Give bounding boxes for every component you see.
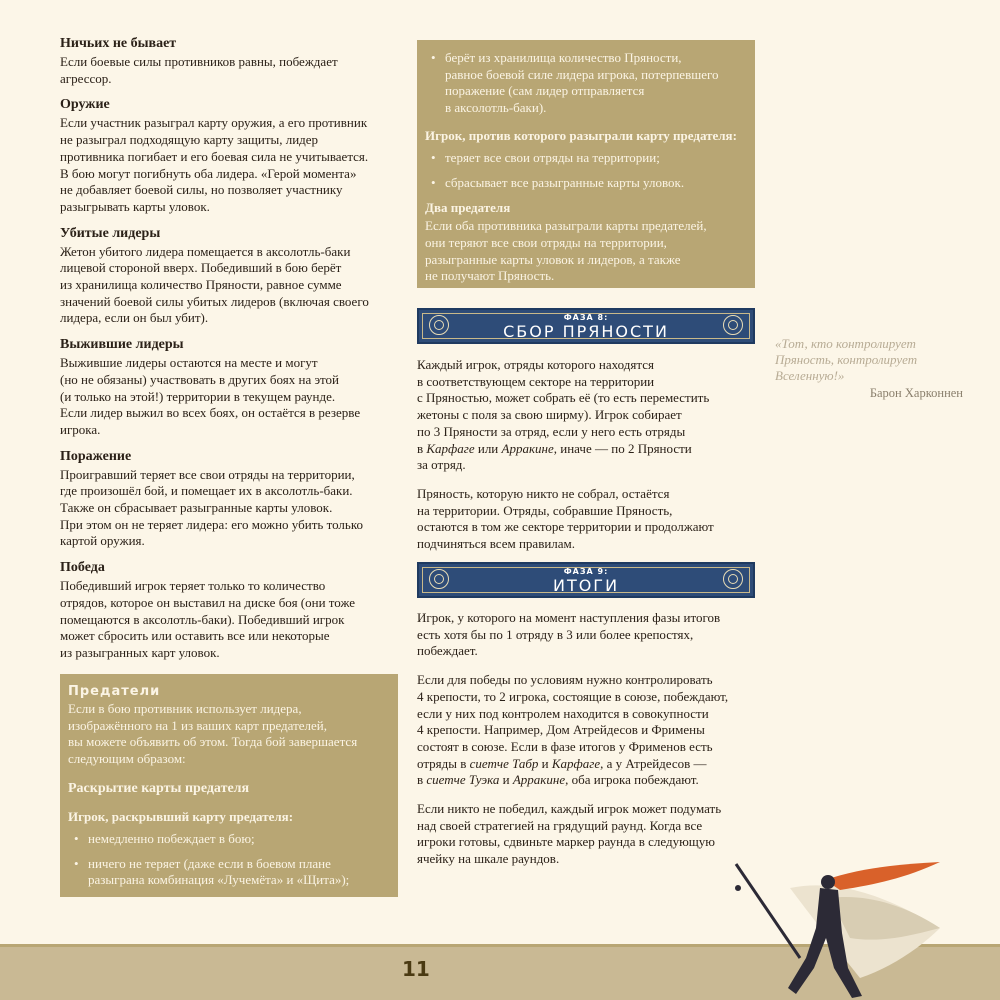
phase-name: ИТОГИ <box>552 576 620 595</box>
section-text: Если участник разыграл карту оружия, а его противник не разыграл подходящую карту защиты, лидер противника погибает и его боевая сила не учитывается. В бою могут погибнуть оба лидера. «Герой момента» не добавляет боевой силы, но позволяет участнику разыгрывать карты уловок. <box>60 115 369 214</box>
section-title: Выжившие лидеры <box>60 337 184 353</box>
phase-number: ФАЗА 9: <box>563 567 609 576</box>
phase9-paragraph: Если никто не победил, каждый игрок может подумать над своей стратегией на грядущий раунд. Когда все игроки готовы, сдвиньте маркер раунда в следующую ячейку на шкале раундов. <box>417 801 722 867</box>
revealer-bullet: • берёт из хранилища количество Пряности, равное боевой силе лидера игрока, потерпевшего поражение (сам лидер отправляется в аксолотль-баки). <box>425 50 743 117</box>
section-killed-leaders <box>60 226 398 328</box>
phase9-paragraph: Если для победы по условиям нужно контролировать 4 крепости, то 2 игрока, состоящие в союзе, побеждают, если у них под контролем находится в совокупности 4 крепости. Например, Дом Атрейдесов и Фримены состоят в союзе. Если в фазе итогов у Фрименов есть отряды в сиетче Табр и Карфаге, а у Атрейдесов — в сиетче Туэка и Арракине, оба игрока побеждают. <box>417 672 729 788</box>
section-surviving-leaders <box>60 337 398 439</box>
revealer-bullet: • немедленно побеждает в бою; <box>68 831 386 848</box>
traitors-box <box>60 674 398 897</box>
side-quote <box>775 336 975 401</box>
left-column <box>60 36 398 672</box>
phase-name: СБОР ПРЯНОСТИ <box>503 322 669 341</box>
section-title: Победа <box>60 560 105 576</box>
phase9-text <box>417 610 755 880</box>
phase9-paragraph: Игрок, у которого на момент наступления фазы итогов есть хотя бы по 1 отряду в 3 или более крепостях, побеждает. <box>417 610 721 659</box>
section-text: Если боевые силы противников равны, побеждает агрессор. <box>60 54 338 86</box>
section-title: Поражение <box>60 448 132 464</box>
traitors-intro: Если в бою противник использует лидера, изображённого на 1 из ваших карт предателей, вы можете объявить об этом. Тогда бой завершается следующим образом: <box>68 701 358 767</box>
phase8-paragraph: Пряность, которую никто не собрал, остаётся на территории. Отряды, собравшие Пряность, остаются в том же секторе территории и продолжают подчиняться всем правилам. <box>417 485 714 552</box>
section-text: Выжившие лидеры остаются на месте и могут (но не обязаны) участвовать в других боях на этой (и только на этой!) территории в текущем раунде. Если лидер выжил во всех боях, он остаётся в резерве игрока. <box>60 355 361 437</box>
section-weapon <box>60 97 398 215</box>
section-defeat <box>60 449 398 551</box>
quote-author: Барон Харконнен <box>869 386 963 400</box>
section-text: Победивший игрок теряет только то количество отрядов, которое он выставил на диске боя (они тоже помещаются в аксолотль-баки). Победивший игрок может сбросить или оставить все или некоторые из разыгранных карт уловок. <box>60 578 356 660</box>
traitor-reveal-title: Раскрытие карты предателя <box>68 780 250 796</box>
revealer-title: Игрок, раскрывший карту предателя: <box>68 808 294 824</box>
phase8-text <box>417 357 755 565</box>
section-text: Проигравший теряет все свои отряды на территории, где произошёл бой, и помещает их в аксолотль-баки. Также он сбрасывает разыгранные карты уловок. При этом он не теряет лидера: его можно убить только картой оружия. <box>60 466 363 549</box>
traitors-heading: Предатели <box>68 684 161 699</box>
revealer-bullet: • ничего не теряет (даже если в боевом плане разыграна комбинация «Лучемёта» и «Щита»); <box>68 856 386 889</box>
fremen-warrior-illustration <box>730 858 960 1000</box>
two-traitors-title: Два предателя <box>425 200 511 216</box>
phase9-banner <box>417 562 755 598</box>
phase-number: ФАЗА 8: <box>563 313 609 322</box>
traitors-continued-box <box>417 40 755 288</box>
quote-text: «Тот, кто контролирует Пряность, контролирует Вселенную!» <box>775 336 918 383</box>
section-no-draw <box>60 36 398 87</box>
target-bullet: • сбрасывает все разыгранные карты уловок. <box>425 175 743 192</box>
warrior-figure <box>735 862 940 998</box>
section-text: Жетон убитого лидера помещается в аксолотль-баки лицевой стороной вверх. Победивший в бою берёт из хранилища количество Пряности, равное сумме значений боевой силы убитых лидеров (включая своего лидера, если он был убит). <box>60 243 369 326</box>
target-bullet: • теряет все свои отряды на территории; <box>425 150 743 167</box>
section-title: Ничьих не бывает <box>60 36 177 51</box>
section-title: Убитые лидеры <box>60 225 161 241</box>
phase8-banner <box>417 308 755 344</box>
target-title: Игрок, против которого разыграли карту предателя: <box>425 127 737 143</box>
two-traitors-text: Если оба противника разыграли карты предателей, они теряют все свои отряды на территории, разыгранные карты уловок и лидеров, а также не получают Пряность. <box>425 218 707 284</box>
section-title: Оружие <box>60 97 110 113</box>
phase8-paragraph: Каждый игрок, отряды которого находятся в соответствующем секторе на территории с Пряностью, может собрать её (то есть переместить жетоны с поля за свою ширму). Игрок собирает по 3 Пряности за отряд, если у него есть отряды в Карфаге или Арракине, иначе — по 2 Пряности за отряд. <box>417 357 710 473</box>
page-number: 11 <box>402 957 430 981</box>
section-victory <box>60 560 398 662</box>
